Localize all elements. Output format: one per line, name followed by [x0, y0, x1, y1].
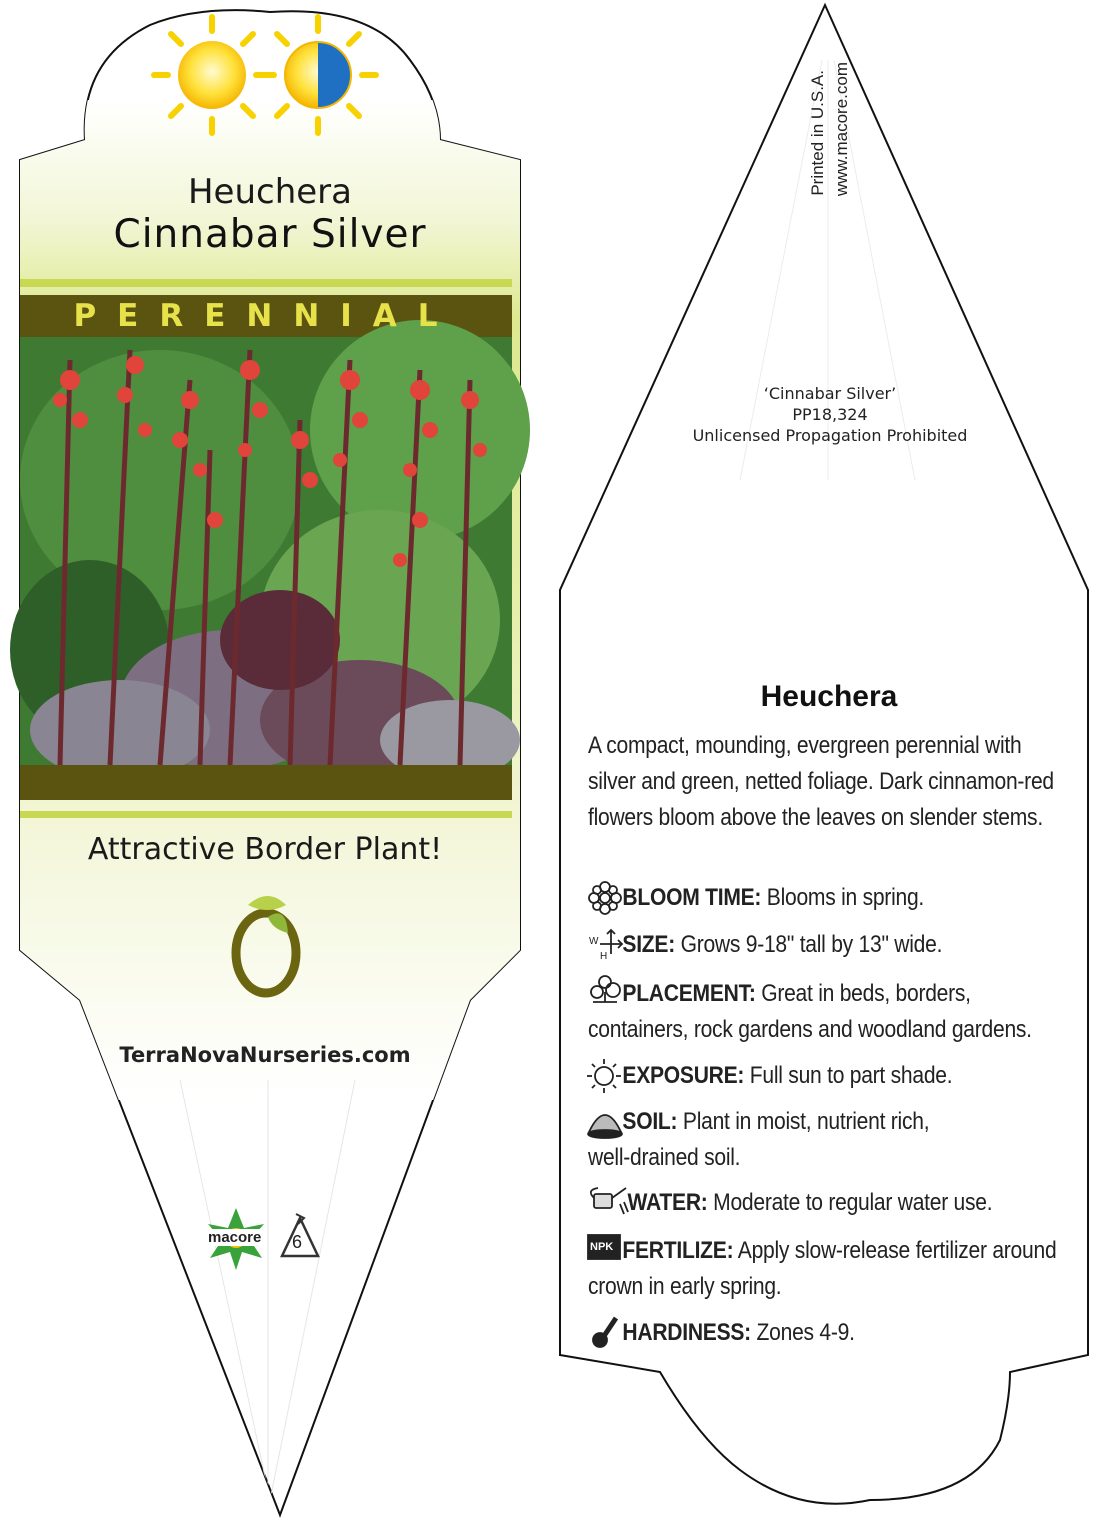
patent-number: PP18,324	[792, 405, 868, 424]
plant-cultivar: Cinnabar Silver	[113, 212, 427, 257]
care-label: SOIL:	[622, 1108, 678, 1135]
care-bloom-time	[588, 880, 1070, 916]
care-text: Apply slow-release fertilizer around crown in early spring.	[588, 1237, 1057, 1300]
plant-description: A compact, mounding, evergreen perennial with silver and green, netted foliage. Dark cinnamon-red flowers bloom above the leaves on slender stems.	[588, 732, 1054, 831]
care-water	[588, 1185, 1070, 1221]
website-link[interactable]: TerraNovaNurseries.com	[119, 1043, 411, 1067]
care-text: Full sun to part shade.	[749, 1062, 953, 1089]
printed-in: Printed in U.S.A.	[808, 70, 827, 196]
care-label: SIZE:	[622, 931, 675, 958]
photo-bottom-band	[20, 765, 512, 800]
size-icon-w: W	[589, 936, 599, 947]
care-text: Blooms in spring.	[766, 884, 925, 911]
care-label: EXPOSURE:	[622, 1062, 745, 1089]
patent-notice: Unlicensed Propagation Prohibited	[692, 426, 968, 445]
care-soil	[588, 1104, 958, 1176]
recycle-code: 6	[292, 1232, 303, 1252]
printer-info	[808, 62, 868, 242]
care-fertilize	[588, 1233, 1078, 1305]
care-placement	[588, 976, 1070, 1048]
care-text: Grows 9-18" tall by 13" wide.	[680, 931, 943, 958]
patent-info	[650, 383, 1010, 446]
patent-name: ‘Cinnabar Silver’	[763, 384, 897, 403]
top-accent-bar	[20, 279, 512, 287]
care-text: Moderate to regular water use.	[713, 1189, 993, 1216]
care-text: Plant in moist, nutrient rich, well-drained soil.	[588, 1108, 930, 1171]
care-size	[588, 927, 1070, 963]
bottom-accent-bar	[20, 811, 512, 818]
care-text: Zones 4-9.	[756, 1319, 855, 1346]
care-label: FERTILIZE:	[622, 1237, 734, 1264]
care-label: BLOOM TIME:	[622, 884, 762, 911]
plant-category: PERENNIAL	[73, 298, 459, 334]
plant-photo	[10, 320, 530, 780]
care-exposure	[588, 1058, 1070, 1094]
size-icon-h: H	[600, 951, 608, 962]
tagline: Attractive Border Plant!	[87, 832, 443, 867]
back-title: Heuchera	[760, 680, 898, 713]
macore-logo-text: macore	[208, 1229, 262, 1246]
printer-site: www.macore.com	[832, 62, 851, 197]
care-hardiness	[588, 1315, 1070, 1351]
care-label: PLACEMENT:	[622, 980, 756, 1007]
care-label: HARDINESS:	[622, 1319, 751, 1346]
care-label: WATER:	[627, 1189, 708, 1216]
plant-genus: Heuchera	[187, 172, 352, 212]
care-text: Great in beds, borders, containers, rock gardens and woodland gardens.	[588, 980, 1032, 1043]
npk-label: NPK	[590, 1241, 614, 1253]
